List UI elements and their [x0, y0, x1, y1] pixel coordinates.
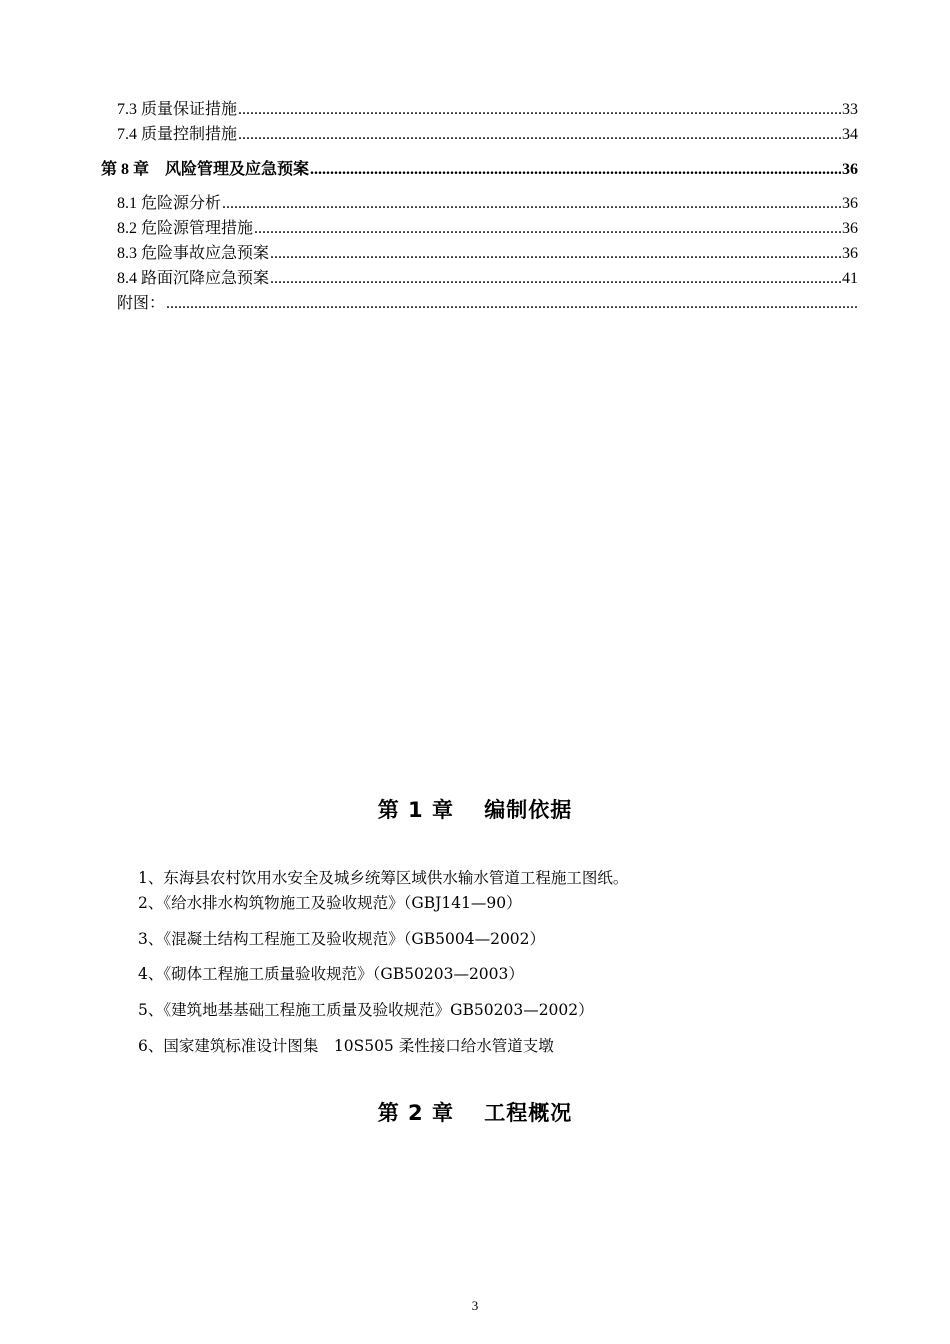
chapter-1-title: 第 1 章 编制依据 [377, 798, 573, 822]
toc-page: 36 [842, 245, 858, 262]
toc-leader [310, 160, 841, 180]
chapter-2-title: 第 2 章 工程概况 [377, 1101, 573, 1125]
toc-leader [222, 194, 841, 214]
page-number: 3 [471, 1298, 479, 1313]
toc-leader [166, 294, 857, 314]
toc-leader [238, 125, 841, 145]
reference-item: 6、国家建筑标准设计图集 10S505 柔性接口给水管道支墩 [138, 1037, 554, 1055]
toc-label: 附图： [117, 295, 166, 312]
toc-label: 8.2 危险源管理措施 [117, 220, 254, 237]
toc-line-chapter-8[interactable] [101, 160, 858, 180]
toc-page: 41 [842, 270, 858, 287]
toc-label: 8.4 路面沉降应急预案 [117, 270, 270, 287]
toc-leader [270, 269, 841, 289]
reference-item: 5、《建筑地基基础工程施工质量及验收规范》GB50203—2002） [138, 1001, 594, 1019]
toc-page: 36 [842, 220, 858, 237]
reference-item: 1、东海县农村饮用水安全及城乡统筹区域供水输水管道工程施工图纸。 [138, 869, 629, 887]
toc-line-8-1[interactable] [117, 194, 858, 214]
toc-line-8-3[interactable] [117, 244, 858, 264]
reference-item: 2、《给水排水构筑物施工及验收规范》（GBJ141—90） [138, 894, 522, 912]
toc-page: 33 [842, 101, 858, 118]
toc-line-8-2[interactable] [117, 219, 858, 239]
toc-label: 7.3 质量保证措施 [117, 101, 238, 118]
toc-line-8-4[interactable] [117, 269, 858, 289]
toc-label: 8.1 危险源分析 [117, 195, 222, 212]
toc-line-7-3[interactable] [117, 100, 858, 120]
toc-leader [254, 219, 841, 239]
toc-leader [238, 100, 841, 120]
toc-line-7-4[interactable] [117, 125, 858, 145]
toc-page: 34 [842, 126, 858, 143]
toc-label: 7.4 质量控制措施 [117, 126, 238, 143]
toc-line-appendix[interactable] [117, 294, 858, 314]
toc-leader [270, 244, 841, 264]
toc-label: 第 8 章 风险管理及应急预案 [101, 161, 310, 178]
toc-label: 8.3 危险事故应急预案 [117, 245, 270, 262]
toc-page: 36 [842, 161, 858, 178]
toc-page: 36 [842, 195, 858, 212]
reference-item: 4、《砌体工程施工质量验收规范》（GB50203—2003） [138, 965, 524, 983]
reference-item: 3、《混凝土结构工程施工及验收规范》（GB5004—2002） [138, 930, 546, 948]
